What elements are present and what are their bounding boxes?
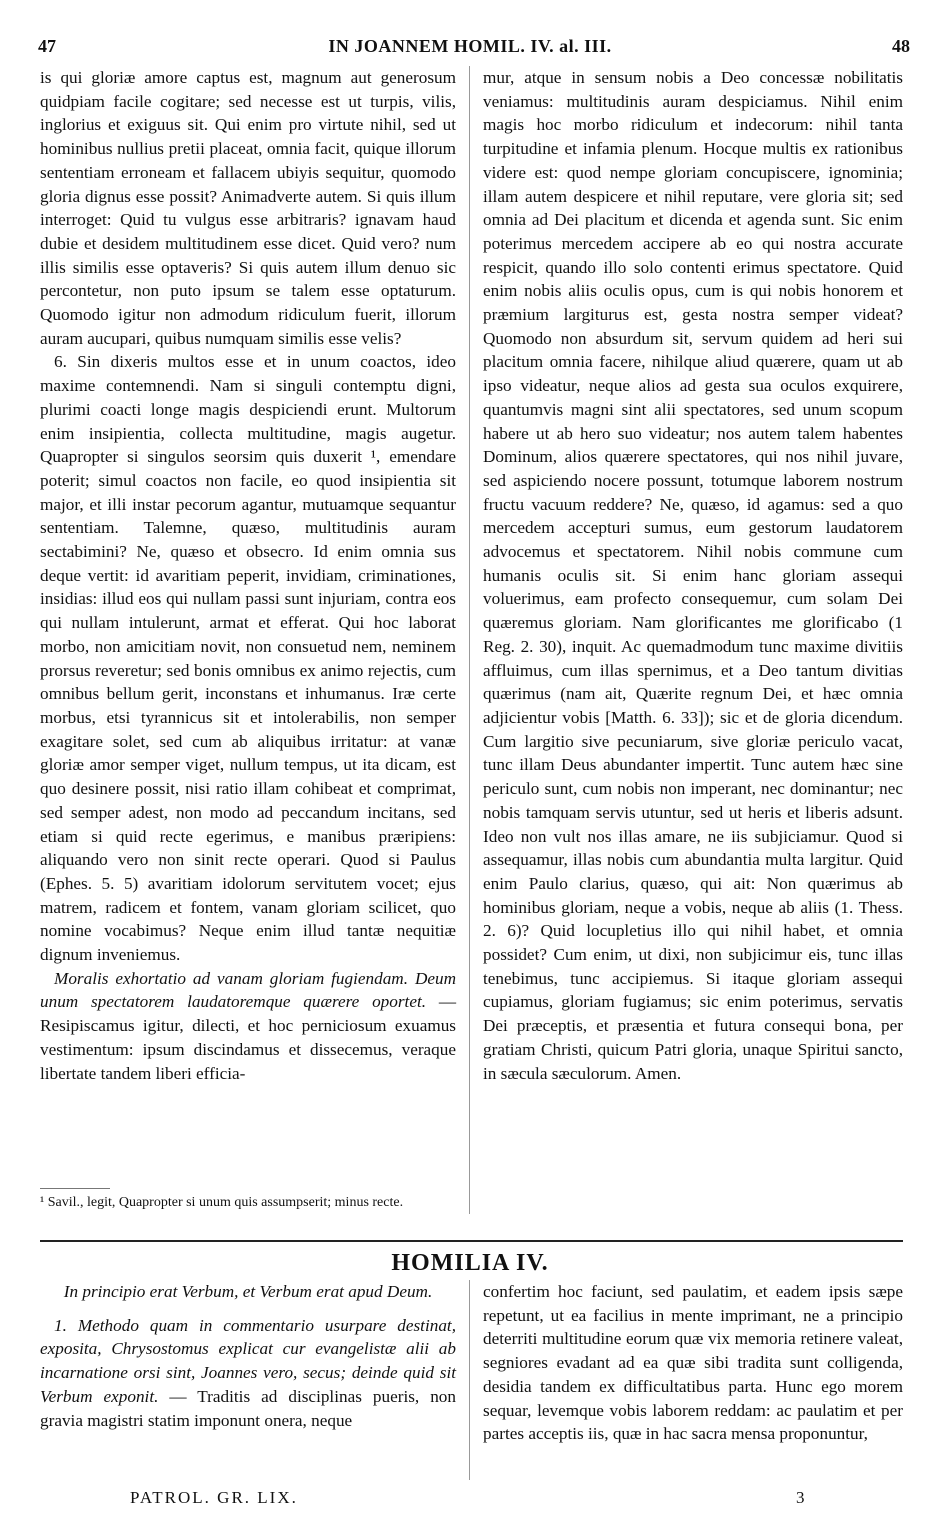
homily-title: HOMILIA IV. <box>391 1250 549 1276</box>
homily-summary: 1. Methodo quam in commentario usurpare destinat, exposita, Chrysostomus explicat cur evangelistæ alii ab incarnatione orsi sint, Joannes vero, secus; deinde quid sit Verbum exponit. <box>40 1315 456 1406</box>
page-number-left: 47 <box>38 36 56 56</box>
footnote-rule <box>40 1188 110 1189</box>
running-title: IN JOANNEM HOMIL. IV. al. III. <box>328 36 612 56</box>
sheet-number: 3 <box>796 1488 805 1507</box>
moral-exhortation-heading: Moralis exhortatio ad vanam gloriam fugiendam. Deum unum spectatorem laudatoremque quærere oportet. <box>40 968 456 1012</box>
left-paragraph-1: is qui gloriæ amore captus est, magnum aut generosum quidpiam facile cogitare; sed necesse est ut turpis, vilis, inglorius et exiguus sit. Qui enim pro virtute nihil, sed ut hominibus nullius pretii placeat, omnia facit, quique illorum sententiam erroneam et fallacem ubiyis sequitur, quomodo gloria dignus esse possit? Animadverte autem. Si quis illum interroget: Quid tu vulgus esse arbitraris? ignavam haud dubie et desidem multitudinem esse dicet. Quid vero? num illis similis esse optaveris? Si quis autem illum denuo sic percontetur, non puto ipsum se talem esse optaturum. Quomodo igitur non admodum ridiculum fuerit, illorum auram aucupari, quibus numquam similis esse velis? <box>40 68 456 348</box>
homily-right-column <box>483 1280 903 1446</box>
left-paragraph-2: 6. Sin dixeris multos esse et in unum coactos, ideo maxime contemnendi. Nam si singuli contemptu digni, plurimi coacti longe magis despiciendi erunt. Multorum enim insipientia, collecta multitudine, magis augetur. Quapropter si singulos seorsim quis duxerit ¹, emendare poterit; simul coactos non facile, eo quod insipientia sit major, et illi instar pecorum agantur, mutuamque sequantur sententiam. Talemne, quæso, multitudinis auram sectabimini? Ne, quæso et obsecro. Id enim omnia sus deque vertit: id avaritiam peperit, invidiam, criminationes, insidias: illud eos qui nullam passi sunt injuriam, contra eos qui nullam intulerunt, armat et efferat. Qui hoc laborat morbo, non amicitiam novit, non consuetud nem, neminem prorsus reveretur; sed bonis omnibus ex animo rejectis, cum omnibus bellum gerit, inconstans et inhumanus. Iræ certe morbus, etsi tyrannicus sit et intolerabilis, non semper exagitare solet, sed cum ab aliquibus irritatur: at vanæ gloriæ amor semper viget, nullum tempus, ut ita dicam, est quo desinere possit, nisi ratio illam cohibeat et comprimat, sed semper adest, non modo ad peccandum incitans, sed etiam si quid recte egerimus, e manibus præripiens: aliquando vero non sinit recte operari. Quod si Paulus (Ephes. 5. 5) avaritiam idolorum servitutem vocet; ejus matrem, radicem et fontem, vanam gloriam scilicet, quo nomine vocabimus? Neque enim illud tantæ nequitiæ dignum inveniemus. <box>40 352 456 965</box>
homily-text-start: — Traditis ad disciplinas pueris, non gravia magistri statim imponunt onera, neque <box>40 1386 456 1430</box>
column-divider-lower <box>469 1280 470 1480</box>
moral-exhortation-text: — Resipiscamus igitur, dilecti, et hoc perniciosum exuamus vestimentum: ipsum discindamus et dissecemus, veraque libertate tandem liberi efficia- <box>40 992 457 1083</box>
left-paragraph-3 <box>40 967 456 1086</box>
homily-left-column <box>40 1280 456 1432</box>
running-header <box>30 28 910 58</box>
right-column <box>483 66 903 1085</box>
printer-signature: PATROL. GR. LIX. <box>130 1488 298 1507</box>
left-column <box>40 66 456 1085</box>
homily-lemma: In principio erat Verbum, et Verbum erat apud Deum. <box>63 1282 433 1301</box>
right-paragraph-1: mur, atque in sensum nobis a Deo concessæ nobilitatis veniamus: multitudinis auram despiciamus. Nihil enim magis hoc morbo ridiculum et indecorum: nihil tanta turpitudine et infamia plenum. Hocque multis ex rationibus videre est: quod nempe gloriam concupiscere, ignominia; illam autem despicere et nihil reputare, vere gloria sit; sed omnia ad Dei placitum et dicenda et agenda sunt. Sic enim poterimus mercedem accipere ab eo qui nostra accurate respicit, quando illo solo contenti erimus spectatore. Quid enim nobis aliis oculis opus, cum is qui nobis honorem et præmium largiturus est, gesta nostra semper videat? Quomodo non absurdum sit, servum quidem ad heri sui placitum omnia facere, nihilque aliud quærere, quam ut ab ipso videatur, neque alios ad gesta sua oculos exquirere, quantumvis magni sint alii spectatores, sed unum scopum habere ut ab hero suo videatur; nos autem talem habentes Dominum, alios quærere spectatores, qui nos nihil juvare, sed aspiciendo nocere possunt, totumque laborem nostrum fructu vacuum reddere? Ne, quæso, id agamus: sed a quo mercedem accepturi sumus, eum gestorum laudatorem advocemus et spectatorem. Nihil nobis commune cum humanis oculis sit. Si enim hanc gloriam assequi voluerimus, eam profecto consequemur, cum solam Dei quæremus gloriam. Nam glorificantes me glorificabo (1 Reg. 2. 30), inquit. Ac quemadmodum tunc maxime divitiis affluimus, cum illas spernimus, et a Deo tantum divitias quærimus (nam ait, Quærite regnum Dei, et hæc omnia adjicientur vobis [Matth. 6. 33]); sic et de gloria dicendum. Cum largitio sive pecuniarum, sive gloriæ periculo vacat, tunc illam Deus abundanter impertit. Tunc autem hæc sine periculo sunt, cum nobis non imperant, nec dominantur; nec nobis tamquam servis utuntur, sed ut heris et liberis adsunt. Ideo non vult nos illas amare, ne iis subjiciamur. Quod si assequamur, illas nobis cum abundantia multa largitur. Quid enim Paulo clarius, quæso, qui ait: Non quærimus ab hominibus gloriam, neque a vobis, neque ab aliis (1. Thess. 2. 6)? Quid locupletius illo qui nihil habet, et omnia possidet? Cum enim, ut dixi, non subjicimur eis, tunc illas tenebimus, tunc accipiemus. Si itaque gloriam assequi cupiamus, gloriam fugiamus; sic enim poterimus, servatis Dei præceptis, et præsentia et futura consequi bona, per gratiam Christi, quicum Patri gloria, unaque Spiritui sancto, in sæcula sæculorum. Amen. <box>483 68 903 1083</box>
homily-right-text: confertim hoc faciunt, sed paulatim, et eadem ipsis sæpe repetunt, ut ea facilius in mente imprimant, ne a principio deterriti multitudine eorum quæ vix memoria retinere valeat, segniores evadant ad ea quæ sibi tradita sunt colligenda, desidia tandem ex difficultatibus parta. Hunc ego morem sequar, levemque vobis laborem reddam: ac paulatim et per partes acceptis iis, quæ in hac sacra mensa proponuntur, <box>483 1282 903 1444</box>
page-number-right: 48 <box>892 36 910 56</box>
homily-paragraph-1 <box>40 1314 456 1433</box>
column-divider <box>469 66 470 1214</box>
section-rule <box>40 1240 903 1242</box>
footnote: ¹ Savil., legit, Quapropter si unum quis assumpserit; minus recte. <box>40 1195 404 1210</box>
